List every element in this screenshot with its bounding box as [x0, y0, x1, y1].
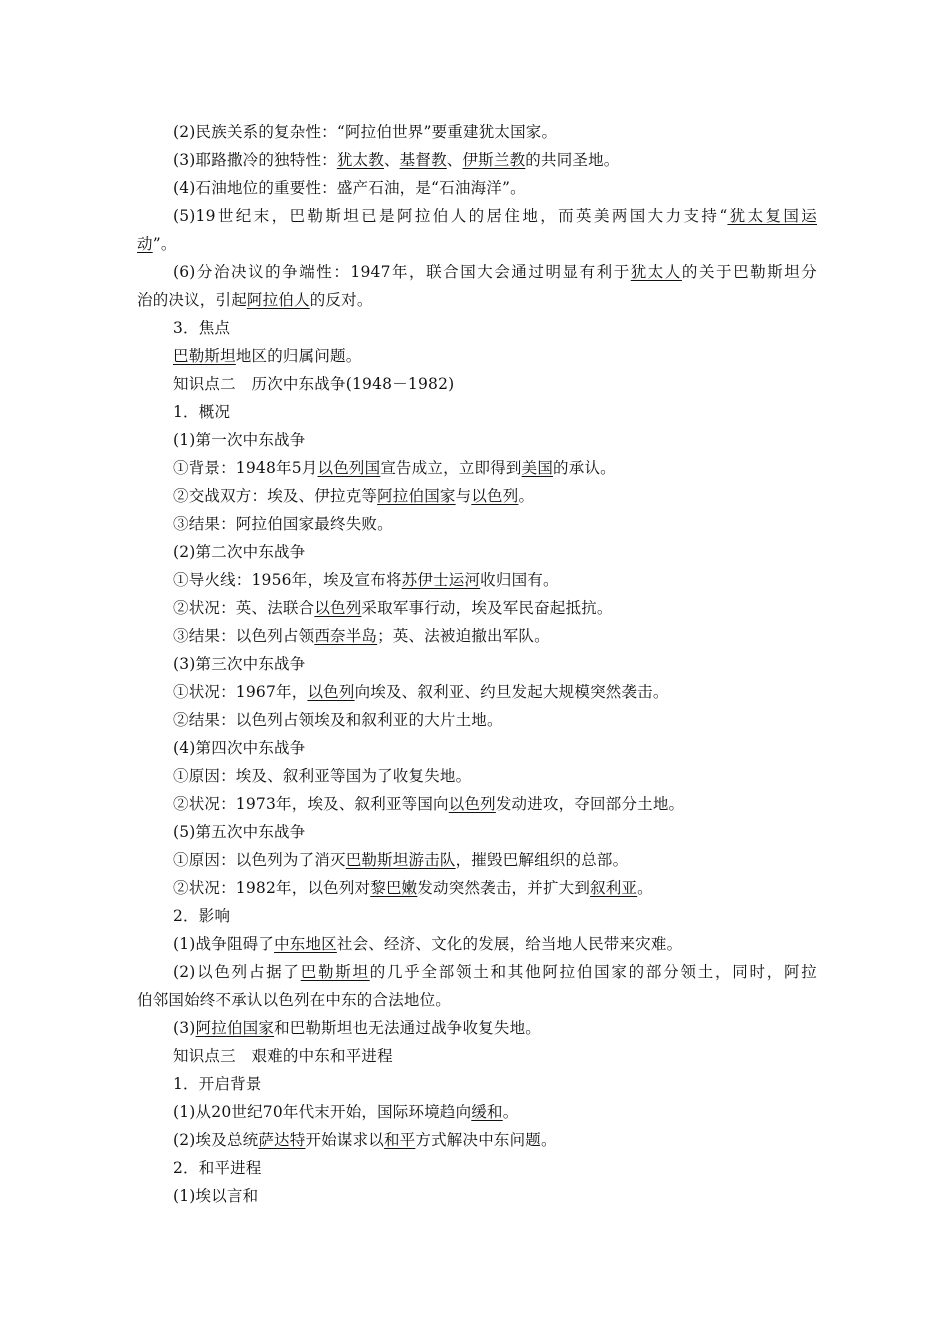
text-run: ③结果：阿拉伯国家最终失败。 — [173, 515, 393, 533]
text-run: (1)第一次中东战争 — [173, 431, 306, 449]
text-run: (2)以色列占据了 — [173, 963, 301, 981]
text-line — [137, 874, 817, 902]
text-run: 向埃及、叙利亚、约旦发起大规模突然袭击。 — [354, 683, 669, 701]
text-run: 发动进攻，夺回部分土地。 — [495, 795, 685, 813]
text-run: 开始谋求以 — [305, 1131, 384, 1149]
text-run: ②状况：英、法联合 — [173, 599, 315, 617]
underlined-term: 苏伊士运河 — [401, 571, 481, 589]
text-line — [137, 986, 817, 1014]
text-run: 。 — [502, 1103, 519, 1121]
text-run: 1．开启背景 — [173, 1075, 262, 1093]
text-line — [137, 538, 817, 566]
text-run: 1．概况 — [173, 403, 231, 421]
text-run: 、 — [446, 151, 463, 169]
text-run: 的几乎全部领土和其他阿拉伯国家的部分领土，同时，阿拉 — [369, 963, 817, 981]
text-run: 发动突然袭击，并扩大到 — [417, 879, 591, 897]
text-line — [137, 118, 817, 146]
text-run: (1)埃以言和 — [173, 1187, 259, 1205]
text-run: 的承认。 — [553, 459, 616, 477]
text-line — [137, 1154, 817, 1182]
text-run: 的关于巴勒斯坦分 — [681, 263, 817, 281]
text-line — [137, 930, 817, 958]
underlined-term: 伊斯兰教 — [462, 151, 526, 169]
underlined-term: 犹太复国运 — [727, 207, 817, 225]
text-run: (6)分治决议的争端性：1947年，联合国大会通过明显有利于 — [173, 263, 631, 281]
underlined-term: 以色列 — [471, 487, 519, 505]
text-run: 方式解决中东问题。 — [415, 1131, 557, 1149]
text-run: 采取军事行动，埃及军民奋起抵抗。 — [361, 599, 613, 617]
text-run: 。 — [518, 487, 535, 505]
text-line — [137, 426, 817, 454]
text-run: 伯邻国始终不承认以色列在中东的合法地位。 — [137, 991, 452, 1009]
underlined-term: 动 — [137, 235, 153, 253]
text-run: 2．和平进程 — [173, 1159, 262, 1177]
text-run: ①状况：1967年， — [173, 683, 308, 701]
text-line — [137, 314, 817, 342]
text-run: (2)民族关系的复杂性：“阿拉伯世界”要重建犹太国家。 — [173, 123, 558, 141]
text-run: ；英、法被迫撤出军队。 — [377, 627, 550, 645]
text-line — [137, 146, 817, 174]
text-line — [137, 622, 817, 650]
text-run: ②结果：以色列占领埃及和叙利亚的大片土地。 — [173, 711, 503, 729]
text-run: 收归国有。 — [480, 571, 559, 589]
document-body — [137, 118, 817, 1210]
text-line — [137, 174, 817, 202]
text-line — [137, 258, 817, 286]
text-run: (1)从20世纪70年代末开始，国际环境趋向 — [173, 1103, 472, 1121]
text-run: ①背景：1948年5月 — [173, 459, 318, 477]
underlined-term: 阿拉伯国家 — [377, 487, 456, 505]
underlined-term: 阿拉伯人 — [246, 291, 310, 309]
text-line — [137, 846, 817, 874]
text-line — [137, 650, 817, 678]
underlined-term: 巴勒斯坦 — [173, 347, 236, 365]
text-run: 。 — [637, 879, 653, 897]
underlined-term: 叙利亚 — [590, 879, 638, 897]
underlined-term: 犹太人 — [630, 263, 682, 281]
underlined-term: 和平 — [383, 1131, 416, 1149]
text-run: 的反对。 — [309, 291, 373, 309]
text-run: 与 — [455, 487, 472, 505]
text-run: (3)耶路撒冷的独特性： — [173, 151, 337, 169]
underlined-term: 缓和 — [471, 1103, 503, 1121]
text-run: (2)埃及总统 — [173, 1131, 259, 1149]
underlined-term: 西奈半岛 — [314, 627, 378, 645]
text-line — [137, 706, 817, 734]
text-run: ②状况：1982年，以色列对 — [173, 879, 371, 897]
text-run: (4)第四次中东战争 — [173, 739, 306, 757]
text-run: 3．焦点 — [173, 319, 231, 337]
text-line — [137, 202, 817, 230]
text-run: 、 — [383, 151, 400, 169]
text-run: 宣告成立，立即得到 — [380, 459, 522, 477]
text-run: 的共同圣地。 — [525, 151, 620, 169]
underlined-term: 以色列 — [314, 599, 362, 617]
underlined-term: 犹太教 — [336, 151, 384, 169]
text-line — [137, 678, 817, 706]
text-line — [137, 1042, 817, 1070]
text-run: ①导火线：1956年，埃及宣布将 — [173, 571, 402, 589]
text-line — [137, 454, 817, 482]
text-line — [137, 818, 817, 846]
text-run: ①原因：埃及、叙利亚等国为了收复失地。 — [173, 767, 472, 785]
text-run: (5)19世纪末，巴勒斯坦已是阿拉伯人的居住地，而英美两国大力支持“ — [173, 207, 728, 225]
text-line — [137, 370, 817, 398]
text-line — [137, 230, 817, 258]
text-line — [137, 902, 817, 930]
text-run: (1)战争阻碍了 — [173, 935, 275, 953]
underlined-term: 基督教 — [399, 151, 447, 169]
underlined-term: 巴勒斯坦游击队 — [345, 851, 456, 869]
text-line — [137, 594, 817, 622]
text-line — [137, 286, 817, 314]
underlined-term: 巴勒斯坦 — [300, 963, 370, 981]
underlined-term: 中东地区 — [274, 935, 337, 953]
text-run: ③结果：以色列占领 — [173, 627, 315, 645]
underlined-term: 以色列 — [448, 795, 496, 813]
text-line — [137, 1126, 817, 1154]
text-run: 知识点二 历次中东战争(1948－1982) — [173, 375, 455, 393]
text-run: 地区的归属问题。 — [235, 347, 362, 365]
text-run: ”。 — [152, 235, 177, 253]
text-run: 2．影响 — [173, 907, 231, 925]
text-run: (3)第三次中东战争 — [173, 655, 306, 673]
text-run: ②交战双方：埃及、伊拉克等 — [173, 487, 378, 505]
text-line — [137, 1098, 817, 1126]
text-run: 知识点三 艰难的中东和平进程 — [173, 1047, 393, 1065]
text-run: (2)第二次中东战争 — [173, 543, 306, 561]
underlined-term: 阿拉伯国家 — [195, 1019, 275, 1037]
text-line — [137, 482, 817, 510]
text-run: 社会、经济、文化的发展，给当地人民带来灾难。 — [336, 935, 683, 953]
text-line — [137, 790, 817, 818]
text-line — [137, 1182, 817, 1210]
text-line — [137, 398, 817, 426]
text-run: ②状况：1973年，埃及、叙利亚等国向 — [173, 795, 449, 813]
text-run: 和巴勒斯坦也无法通过战争收复失地。 — [274, 1019, 541, 1037]
underlined-term: 黎巴嫩 — [370, 879, 418, 897]
underlined-term: 萨达特 — [258, 1131, 306, 1149]
underlined-term: 美国 — [521, 459, 554, 477]
text-line — [137, 510, 817, 538]
text-run: (5)第五次中东战争 — [173, 823, 306, 841]
text-line — [137, 762, 817, 790]
underlined-term: 以色列 — [307, 683, 355, 701]
text-line — [137, 566, 817, 594]
text-line — [137, 1070, 817, 1098]
text-run: (3) — [173, 1019, 196, 1037]
text-run: 治的决议，引起 — [137, 291, 247, 309]
text-run: (4)石油地位的重要性：盛产石油，是“石油海洋”。 — [173, 179, 526, 197]
text-line — [137, 958, 817, 986]
text-run: ，摧毁巴解组织的总部。 — [455, 851, 629, 869]
text-run: ①原因：以色列为了消灭 — [173, 851, 346, 869]
text-line — [137, 734, 817, 762]
text-line — [137, 342, 817, 370]
text-line — [137, 1014, 817, 1042]
underlined-term: 以色列国 — [317, 459, 381, 477]
